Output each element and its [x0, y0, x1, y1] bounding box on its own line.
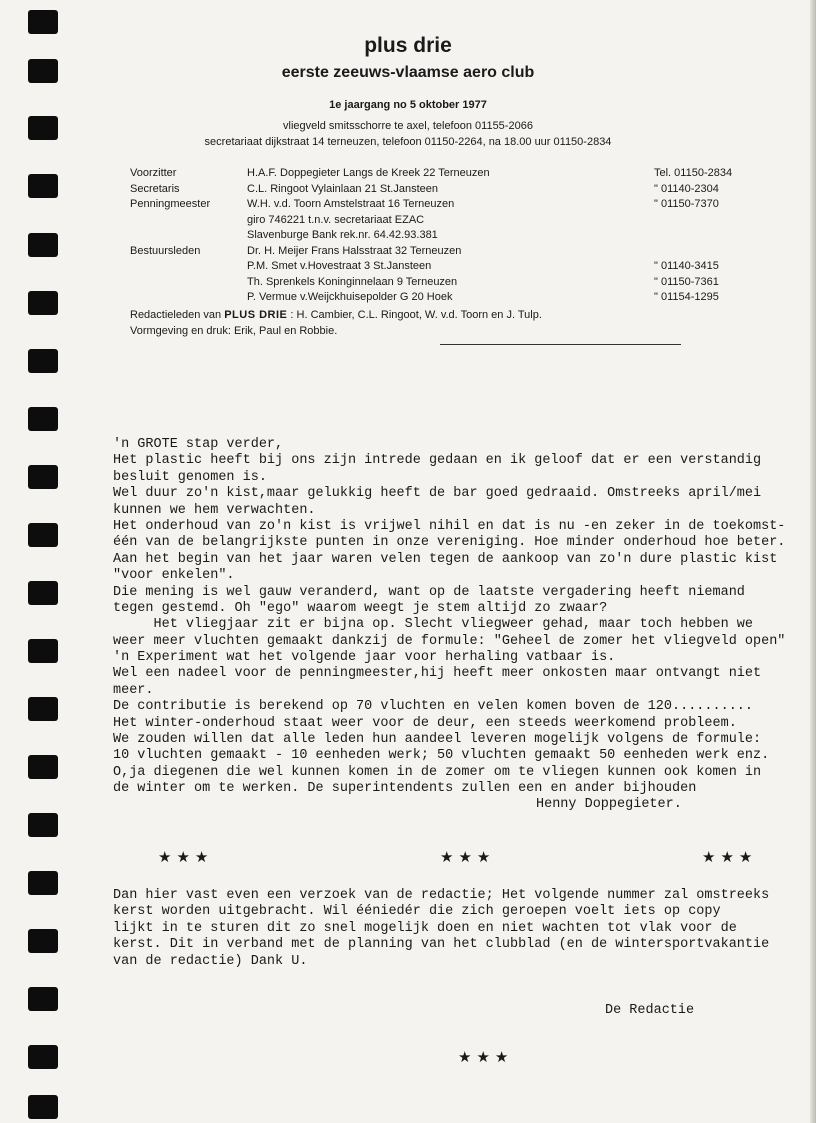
- article-line: besluit genomen is.: [113, 469, 267, 485]
- punch-hole: [28, 581, 58, 605]
- punch-hole: [28, 523, 58, 547]
- separator-stars-center: ★★★: [440, 848, 496, 866]
- punch-hole: [28, 174, 58, 198]
- punch-hole: [28, 755, 58, 779]
- article-line: weer meer vluchten gemaakt dankzij de formule: "Geheel de zomer het vliegveld open": [113, 633, 786, 649]
- article-line: Wel duur zo'n kist,maar gelukkig heeft de bar goed gedraaid. Omstreeks april/mei: [113, 486, 762, 502]
- punch-hole: [28, 291, 58, 315]
- punch-hole: [28, 871, 58, 895]
- article-line: Aan het begin van het jaar waren velen tegen de aankoop van zo'n dure plastic kist: [113, 551, 778, 567]
- punch-hole: [28, 1095, 58, 1119]
- board-detail: C.L. Ringoot Vylainlaan 21 St.Jansteen: [247, 182, 438, 195]
- article-line: de winter om te werken. De superintendents zullen een en ander bijhouden: [113, 781, 697, 797]
- separator-stars-bottom: ★★★: [458, 1048, 514, 1066]
- board-row: [130, 198, 760, 214]
- request-line: lijkt in te sturen dit zo snel mogelijk doen en niet wachten tot vlak voor de: [113, 920, 737, 936]
- board-phone: Tel. 01150-2834: [654, 167, 733, 179]
- separator-stars-left: ★★★: [158, 848, 214, 866]
- board-phone: " 01150-7370: [654, 198, 719, 210]
- punch-hole: [28, 639, 58, 663]
- page-edge-shadow: [810, 0, 816, 1123]
- article-line: tegen gestemd. Oh "ego" waarom weegt je stem altijd zo zwaar?: [113, 600, 608, 616]
- board-detail: P. Vermue v.Weijckhuisepolder G 20 Hoek: [247, 291, 453, 303]
- article-line: Het onderhoud van zo'n kist is vrijwel nihil en dat is nu -en zeker in de toekomst-: [113, 518, 786, 534]
- article-line: Wel een nadeel voor de penningmeester,hij heeft meer onkosten maar ontvangt niet: [113, 666, 762, 682]
- article-line: Het winter-onderhoud staat weer voor de deur, een steeds weerkomend probleem.: [113, 715, 737, 731]
- punch-hole: [28, 233, 58, 257]
- board-row: [130, 260, 760, 276]
- article-body: [113, 437, 793, 798]
- article-line: kunnen we hem verwachten.: [113, 502, 316, 518]
- board-row: [130, 214, 760, 230]
- editorial-request: [113, 888, 793, 970]
- credits: [130, 307, 542, 339]
- request-line: kerst. Dit in verband met de planning van het clubblad (en de wintersportvakantie: [113, 937, 770, 953]
- punch-hole: [28, 349, 58, 373]
- board-detail: W.H. v.d. Toorn Amstelstraat 16 Terneuzen: [247, 198, 455, 210]
- board-role: Secretaris: [130, 182, 180, 195]
- punch-hole: [28, 929, 58, 953]
- board-detail: Slavenburge Bank rek.nr. 64.42.93.381: [247, 229, 438, 241]
- design-line: Vormgeving en druk: Erik, Paul en Robbie.: [130, 325, 338, 337]
- board-phone: " 01150-7361: [654, 275, 719, 288]
- board-detail: Dr. H. Meijer Frans Halsstraat 32 Terneuzen: [247, 244, 462, 257]
- article-line: Die mening is wel gauw veranderd, want op de laatste vergadering heeft niemand: [113, 584, 745, 600]
- board-phone: " 01140-3415: [654, 260, 719, 272]
- article-line: 'n Experiment wat het volgende jaar voor herhaling vatbaar is.: [113, 650, 616, 666]
- request-line: kerst worden uitgebracht. Wil ééniedér die zich geroepen voelt iets op copy: [113, 904, 721, 920]
- airfield-line: vliegveld smitsschorre te axel, telefoon 01155-2066: [283, 120, 533, 132]
- issue-line: 1e jaargang no 5 oktober 1977: [329, 99, 487, 111]
- article-line: Het vliegjaar zit er bijna op. Slecht vliegweer gehad, maar toch hebben we: [113, 617, 754, 633]
- board-detail: Th. Sprenkels Koninginnelaan 9 Terneuzen: [247, 275, 458, 288]
- punch-hole: [28, 10, 58, 34]
- editors-names: : H. Cambier, C.L. Ringoot, W. v.d. Toorn en J. Tulp.: [287, 309, 542, 321]
- article-line: O,ja diegenen die wel kunnen komen in de zomer om te vliegen kunnen ook komen in: [113, 764, 762, 780]
- request-line: Dan hier vast even een verzoek van de redactie; Het volgende nummer zal omstreeks: [113, 888, 770, 903]
- board-role: Bestuursleden: [130, 244, 201, 257]
- board-phone: " 01154-1295: [654, 291, 719, 303]
- board-phone: " 01140-2304: [654, 182, 719, 195]
- editors-magazine-name: PLUS DRIE: [224, 309, 288, 321]
- board-list: [130, 167, 760, 307]
- article-line: De contributie is berekend op 70 vluchten en velen komen boven de 120..........: [113, 699, 754, 715]
- article-line: "voor enkelen".: [113, 568, 235, 584]
- board-row: [130, 276, 760, 292]
- secretariat-line: secretariaat dijkstraat 14 terneuzen, telefoon 01150-2264, na 18.00 uur 01150-2834: [204, 136, 612, 148]
- board-detail: P.M. Smet v.Hovestraat 3 St.Jansteen: [247, 260, 432, 272]
- request-signature: De Redactie: [605, 1003, 695, 1018]
- spiral-binding: [0, 0, 70, 1123]
- article-line: één van de belangrijkste punten in onze vereniging. Hoe minder onderhoud hoe beter.: [113, 535, 786, 551]
- punch-hole: [28, 813, 58, 837]
- editors-prefix: Redactieleden van: [130, 309, 225, 321]
- board-row: [130, 229, 760, 245]
- board-row: [130, 167, 760, 183]
- board-role: Voorzitter: [130, 167, 177, 179]
- board-detail: H.A.F. Doppegieter Langs de Kreek 22 Terneuzen: [247, 167, 490, 179]
- board-row: [130, 291, 760, 307]
- punch-hole: [28, 987, 58, 1011]
- article-line: 'n GROTE stap verder,: [113, 437, 284, 452]
- club-name: eerste zeeuws-vlaamse aero club: [281, 64, 535, 81]
- separator-stars-right: ★★★: [702, 848, 758, 866]
- punch-hole: [28, 465, 58, 489]
- board-row: [130, 245, 760, 261]
- article-line: 10 vluchten gemaakt - 10 eenheden werk; 50 vluchten gemaakt 50 eenheden werk enz.: [113, 748, 770, 764]
- divider-rule: [440, 344, 681, 345]
- article-line: meer.: [113, 682, 154, 698]
- article-line: Het plastic heeft bij ons zijn intrede gedaan en ik geloof dat er een verstandig: [113, 453, 762, 469]
- article-signature: Henny Doppegieter.: [536, 797, 682, 812]
- board-row: [130, 183, 760, 199]
- article-line: We zouden willen dat alle leden hun aandeel leveren mogelijk volgens de formule:: [113, 732, 762, 748]
- board-detail: giro 746221 t.n.v. secretariaat EZAC: [247, 213, 425, 226]
- punch-hole: [28, 697, 58, 721]
- punch-hole: [28, 1045, 58, 1069]
- editors-line: [130, 307, 542, 323]
- request-line: van de redactie) Dank U.: [113, 953, 308, 969]
- newsletter-title: plus drie: [364, 34, 452, 57]
- board-role: Penningmeester: [130, 198, 211, 210]
- punch-hole: [28, 407, 58, 431]
